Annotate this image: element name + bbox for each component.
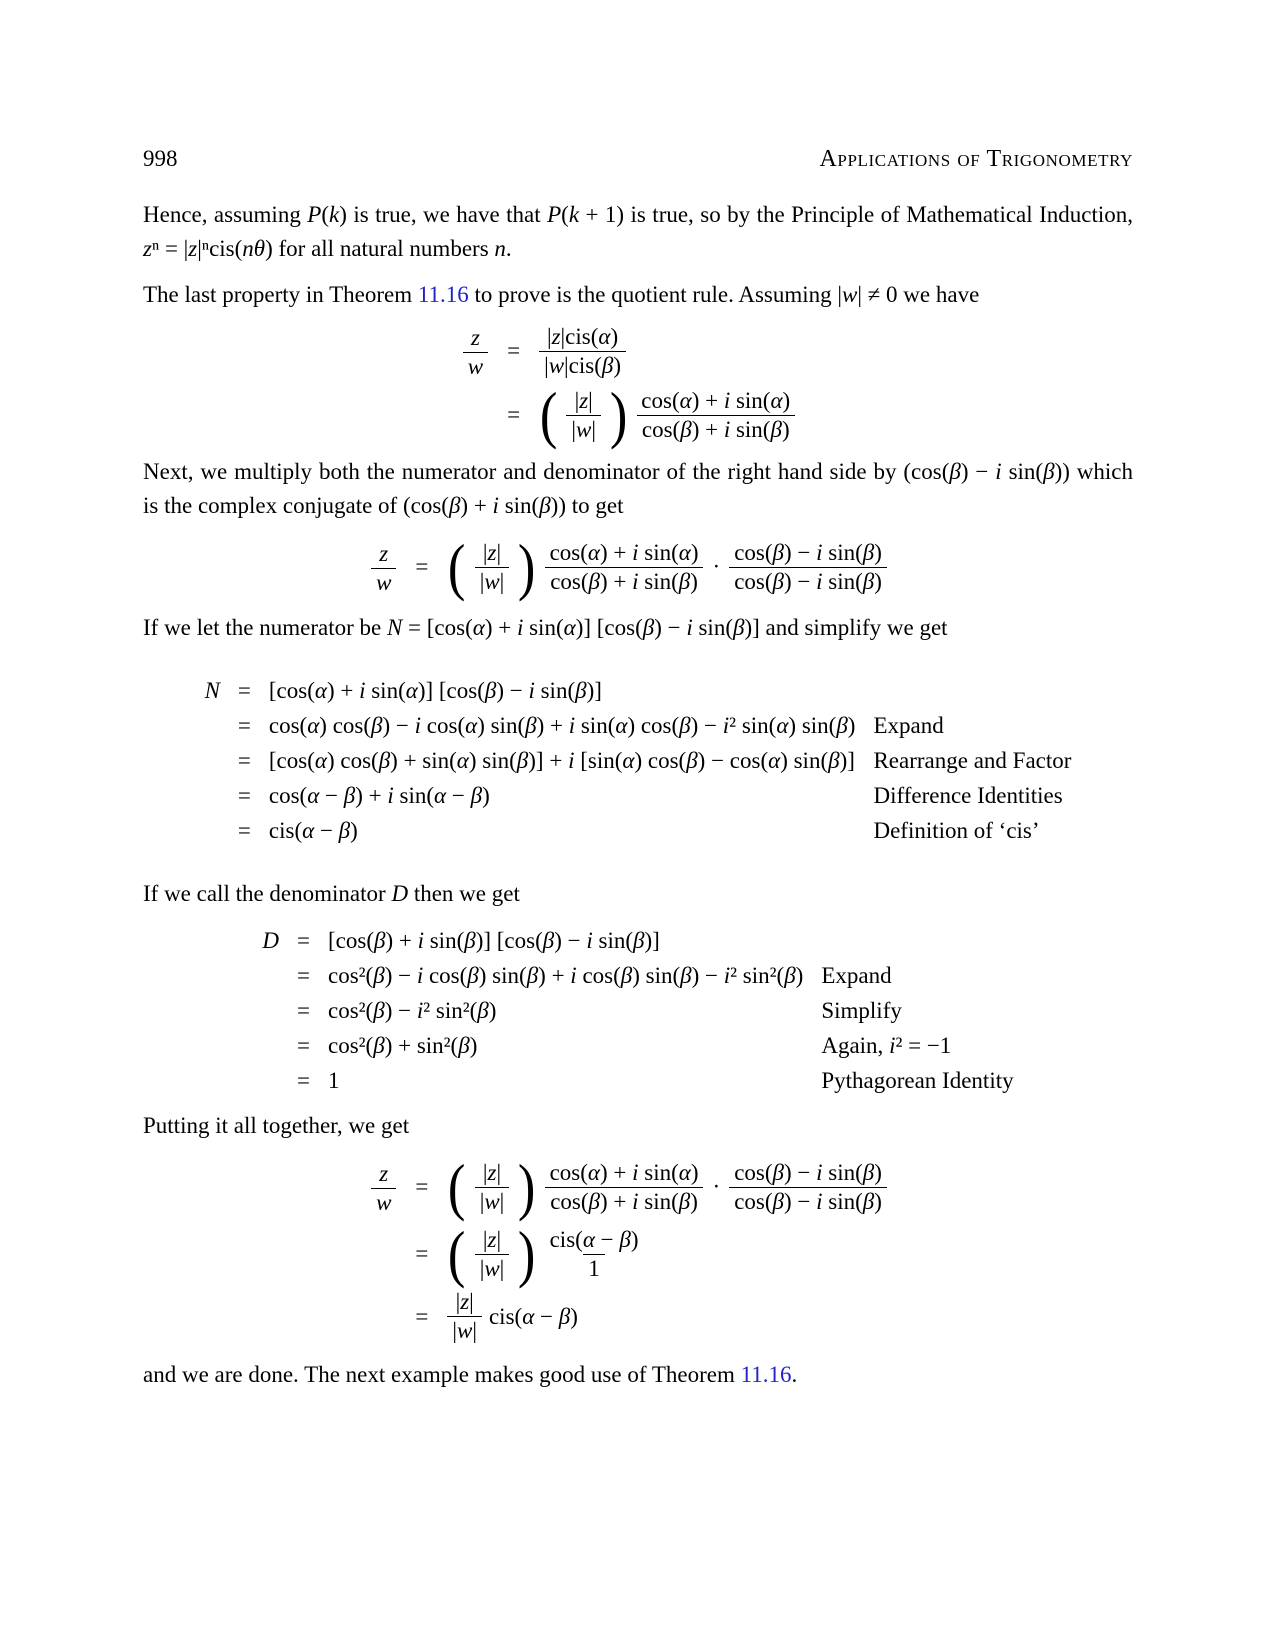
equation-note: Expand — [821, 963, 892, 988]
equation-rhs — [538, 324, 796, 379]
left-paren-icon: ( — [448, 1218, 466, 1289]
multiplication-dot-icon: · — [712, 1174, 721, 1199]
math-variable: i — [816, 1188, 823, 1214]
math-variable: α — [314, 748, 327, 773]
math-variable: i — [528, 678, 535, 703]
equation-lhs — [370, 1158, 397, 1216]
math-tokens: [cos(α) + i sin(α)] [cos(β) − i sin(β)] — [268, 678, 602, 703]
math-variable: α — [615, 713, 628, 738]
math-variable: β — [680, 416, 692, 442]
equals-sign: = — [237, 748, 251, 773]
math-tokens: cos(α − β) + i sin(α − β) — [268, 783, 490, 808]
fraction — [729, 540, 887, 595]
math-variable: i — [816, 1159, 823, 1185]
math-variable: i — [568, 748, 575, 773]
paragraph-numerator: If we let the numerator be N = [cos(α) + i sin(α)] [cos(β) − i sin(β)] and simplify we get — [143, 615, 948, 640]
math-variable: i — [570, 963, 577, 988]
math-variable: w — [484, 568, 500, 594]
math-variable: α — [465, 713, 478, 738]
math-variable: β — [371, 713, 383, 738]
math-tokens: cos²(β) − i² sin²(β) — [328, 998, 497, 1023]
math-variable: i — [416, 998, 424, 1023]
math-variable: α — [587, 1159, 600, 1185]
fraction — [463, 325, 488, 380]
equation-note: Pythagorean Identity — [821, 1068, 1014, 1093]
math-variable: i — [995, 459, 1002, 484]
equals-sign: = — [415, 554, 429, 579]
math-variable: N — [204, 678, 220, 703]
equation-rhs — [538, 379, 796, 450]
equation-grid — [370, 1151, 906, 1344]
math-variable: i — [359, 678, 366, 703]
fraction-denominator: |w| — [475, 1187, 510, 1215]
equation-grid — [462, 322, 814, 450]
math-variable: β — [558, 1303, 571, 1329]
right-paren-icon: ) — [609, 379, 628, 450]
fraction — [636, 388, 795, 443]
fraction-denominator: cos(β) + i sin(β) — [637, 415, 795, 443]
paragraph-induction: Hence, assuming P(k) is true, we have that P(k + 1) is true, so by the Principle of Mathematical Induction, zⁿ = |z|ⁿcis(nθ) for all natural numbers n. — [143, 202, 1133, 261]
equation-note: Rearrange and Factor — [873, 748, 1072, 773]
fraction — [371, 541, 396, 596]
math-variable: β — [784, 963, 796, 988]
math-variable: i — [632, 568, 639, 594]
math-variable: β — [484, 678, 497, 703]
math-variable: z — [379, 541, 389, 566]
fraction-numerator: cos(α) + i sin(α) — [641, 387, 791, 413]
math-variable: β — [642, 615, 655, 640]
math-tokens: cis(α − β) — [268, 818, 358, 843]
fraction-numerator: cos(β) − i sin(β) — [734, 539, 882, 565]
math-variable: β — [828, 748, 840, 773]
display-equation-numerator — [143, 675, 1133, 847]
fraction — [545, 540, 704, 595]
math-variable: β — [620, 963, 633, 988]
equals-sign: = — [415, 1174, 429, 1199]
math-variable: β — [836, 713, 848, 738]
math-variable: β — [575, 678, 587, 703]
math-variable: β — [619, 1226, 631, 1252]
equation-rhs — [446, 1218, 888, 1289]
math-variable: i — [632, 539, 639, 565]
fraction — [475, 540, 510, 595]
math-variable: i — [417, 928, 424, 953]
math-variable: z — [470, 325, 480, 350]
math-variable: z — [487, 1159, 497, 1185]
math-variable: z — [579, 387, 589, 413]
equation-rhs — [269, 745, 856, 777]
paragraph-conjugate: Next, we multiply both the numerator and denominator of the right hand side by (cos(β) − i sin(β)) which is the complex conjugate of (cos(β) + i sin(β)) to get — [143, 459, 1133, 518]
math-variable: β — [458, 1033, 470, 1058]
fraction — [539, 324, 626, 379]
paragraph-done: and we are done. The next example makes good use of Theorem 11.16. — [143, 1362, 798, 1387]
right-paren-icon: ) — [518, 531, 536, 602]
math-variable: β — [378, 748, 391, 773]
math-variable: β — [539, 493, 551, 518]
math-variable: β — [542, 928, 555, 953]
math-variable: i — [723, 387, 731, 413]
math-variable: α — [598, 323, 611, 349]
math-variable: i — [686, 615, 693, 640]
fraction — [545, 1227, 644, 1282]
math-variable: β — [862, 539, 875, 565]
math-variable: N — [386, 615, 403, 640]
equation-note: Simplify — [821, 998, 902, 1023]
math-variable: i — [516, 615, 524, 640]
equals-sign: = — [297, 998, 310, 1023]
fraction-numerator: cos(α) + i sin(α) — [549, 1159, 699, 1185]
equation-rhs — [328, 1030, 803, 1062]
math-variable: β — [343, 783, 356, 808]
math-variable: w — [484, 1188, 500, 1214]
math-variable: i — [632, 1159, 639, 1185]
math-variable: w — [548, 352, 565, 378]
math-variable: z — [379, 1161, 389, 1186]
math-variable: β — [772, 539, 784, 565]
math-variable: k — [329, 202, 340, 227]
fraction-numerator: cis(α − β) — [549, 1226, 639, 1252]
math-variable: i — [416, 963, 424, 988]
math-variable: i — [492, 493, 499, 518]
fraction — [447, 1289, 482, 1344]
equation-grid — [262, 925, 1013, 1097]
math-variable: i — [889, 1033, 896, 1058]
math-variable: β — [467, 963, 479, 988]
math-variable: β — [373, 928, 386, 953]
math-variable: β — [373, 963, 385, 988]
math-variable: i — [586, 928, 593, 953]
math-tokens: 1 — [328, 1068, 340, 1093]
fraction-denominator: |w| — [566, 415, 601, 443]
math-tokens: [cos(α) cos(β) + sin(α) sin(β)] + i [sin(α) cos(β) − cos(α) sin(β)] — [268, 748, 855, 773]
equals-sign: = — [297, 1068, 310, 1093]
equals-sign: = — [237, 818, 251, 843]
math-variable: i — [816, 539, 823, 565]
math-variable: α — [622, 748, 635, 773]
math-variable: α — [768, 748, 781, 773]
equation-rhs — [269, 710, 856, 742]
math-variable: i — [723, 963, 731, 988]
equation-rhs — [328, 995, 803, 1027]
math-variable: β — [678, 1188, 691, 1214]
fraction — [566, 388, 601, 443]
fraction-numerator: cos(α) + i sin(α) — [549, 539, 699, 565]
fraction-denominator: cos(β) + i sin(β) — [545, 567, 703, 595]
math-variable: i — [632, 1188, 639, 1214]
fraction-numerator — [374, 541, 393, 568]
math-variable: β — [448, 493, 461, 518]
fraction-denominator: |w| — [475, 567, 510, 595]
page-number: 998 — [143, 146, 178, 171]
fraction — [371, 1161, 396, 1216]
math-variable: β — [373, 1033, 385, 1058]
equals-sign: = — [297, 1033, 310, 1058]
math-variable: w — [467, 354, 484, 379]
math-variable: α — [563, 615, 576, 640]
math-variable: α — [678, 539, 691, 565]
math-variable: β — [862, 1188, 875, 1214]
math-variable: β — [464, 928, 476, 953]
math-variable: β — [338, 818, 351, 843]
math-variable: w — [376, 1190, 392, 1215]
math-variable: β — [678, 568, 691, 594]
fraction-denominator: 1 — [583, 1254, 605, 1282]
fraction-numerator: |z|cis(α) — [546, 323, 619, 349]
paragraph-last-property: The last property in Theorem 11.16 to prove is the quotient rule. Assuming |w| ≠ 0 we have — [143, 282, 980, 307]
math-variable: i — [414, 713, 422, 738]
math-variable: w — [376, 570, 392, 595]
math-variable: α — [434, 783, 447, 808]
page-header — [143, 144, 1133, 174]
math-variable: D — [262, 928, 280, 953]
math-variable: β — [679, 713, 691, 738]
math-variable: β — [680, 963, 692, 988]
math-variable: β — [526, 963, 539, 988]
fraction-numerator — [374, 1161, 393, 1188]
math-variable: z — [143, 236, 152, 261]
fraction-numerator: |z| — [482, 539, 502, 565]
fraction-numerator: |z| — [482, 1159, 502, 1185]
math-tokens: [cos(β) + i sin(β)] [cos(β) − i sin(β)] — [328, 928, 660, 953]
math-variable: α — [307, 783, 320, 808]
left-paren-icon: ( — [540, 379, 558, 450]
math-variable: w — [576, 416, 592, 442]
math-variable: β — [732, 615, 745, 640]
math-variable: k — [568, 202, 580, 227]
math-variable: w — [484, 1255, 500, 1281]
math-variable: α — [314, 678, 327, 703]
equals-sign: = — [507, 338, 521, 363]
fraction — [729, 1160, 887, 1215]
equals-sign: = — [415, 1303, 429, 1329]
equation-rhs — [446, 1289, 888, 1344]
math-variable: β — [686, 748, 698, 773]
equals-sign: = — [297, 963, 310, 988]
math-variable: β — [862, 568, 875, 594]
math-variable: β — [862, 1159, 875, 1185]
math-variable: α — [522, 1303, 535, 1329]
running-header-title: Applications of Trigonometry — [819, 146, 1133, 172]
math-variable: α — [405, 678, 418, 703]
math-variable: α — [302, 818, 315, 843]
math-variable: z — [460, 1289, 470, 1314]
math-variable: β — [588, 568, 600, 594]
equation-rhs — [328, 1065, 803, 1097]
paragraph-together: Putting it all together, we get — [143, 1113, 410, 1138]
display-equation-denominator — [143, 925, 1133, 1097]
equals-sign: = — [237, 783, 251, 808]
math-tokens: cos(α) cos(β) − i cos(α) sin(β) + i sin(α) cos(β) − i² sin(α) sin(β) — [268, 713, 856, 738]
equation-lhs — [370, 538, 397, 596]
math-variable: i — [387, 783, 394, 808]
fraction-numerator — [466, 325, 485, 352]
math-variable: z — [551, 323, 561, 349]
math-variable: w — [841, 282, 858, 307]
equation-note: Definition of ‘cis’ — [873, 818, 1040, 843]
math-variable: α — [582, 1226, 595, 1252]
math-variable: w — [457, 1318, 473, 1343]
math-variable: i — [722, 713, 730, 738]
fraction — [475, 1160, 510, 1215]
display-equation-conjugate-multiply — [143, 531, 1133, 602]
equation-note: Expand — [873, 713, 944, 738]
equation-rhs — [269, 815, 856, 847]
right-paren-icon: ) — [518, 1218, 536, 1289]
math-variable: n — [494, 236, 506, 261]
math-variable: β — [373, 998, 385, 1023]
math-variable: α — [307, 713, 320, 738]
math-variable: β — [1043, 459, 1055, 484]
math-variable: z — [188, 236, 198, 261]
equation-rhs — [328, 960, 803, 992]
theorem-link[interactable]: 11.16 — [740, 1362, 792, 1387]
fraction-numerator: |z| — [482, 1226, 502, 1252]
theorem-link[interactable]: 11.16 — [417, 282, 469, 307]
fraction-denominator: |w|cis(β) — [539, 351, 626, 379]
math-variable: nθ — [242, 236, 266, 261]
math-variable: α — [472, 615, 485, 640]
equation-note: Difference Identities — [873, 783, 1063, 808]
math-variable: i — [723, 416, 731, 442]
left-paren-icon: ( — [448, 531, 466, 602]
equation-rhs — [446, 531, 888, 602]
math-variable: β — [633, 928, 645, 953]
display-equation-final — [143, 1151, 1133, 1344]
math-variable: α — [587, 539, 600, 565]
fraction-denominator: |w| — [447, 1316, 482, 1344]
math-variable: i — [816, 568, 823, 594]
math-variable: β — [772, 1188, 784, 1214]
equation-rhs — [446, 1151, 888, 1222]
math-variable: α — [678, 1159, 691, 1185]
fraction-denominator: cos(β) + i sin(β) — [545, 1187, 703, 1215]
math-variable: β — [770, 416, 782, 442]
right-paren-icon: ) — [518, 1151, 536, 1222]
math-variable: β — [516, 748, 529, 773]
equation-rhs — [269, 780, 856, 812]
fraction — [475, 1227, 510, 1282]
fraction-denominator: |w| — [475, 1254, 510, 1282]
math-tokens: cis(α − β) — [488, 1303, 578, 1329]
equals-sign: = — [415, 1241, 429, 1266]
fraction-denominator — [371, 1188, 396, 1216]
math-variable: P — [307, 202, 322, 227]
math-tokens — [205, 678, 220, 703]
display-equation-quotient-setup — [143, 322, 1133, 450]
equals-sign: = — [237, 678, 251, 703]
math-variable: β — [949, 459, 961, 484]
multiplication-dot-icon: · — [712, 554, 721, 579]
fraction-denominator — [463, 352, 488, 380]
math-variable: β — [601, 352, 614, 378]
fraction-numerator: cos(β) − i sin(β) — [734, 1159, 882, 1185]
math-tokens: cos²(β) + sin²(β) — [328, 1033, 478, 1058]
math-tokens — [262, 928, 279, 953]
fraction — [545, 1160, 704, 1215]
math-variable: α — [770, 387, 783, 413]
fraction-denominator — [371, 568, 396, 596]
math-variable: β — [525, 713, 537, 738]
math-variable: β — [772, 568, 784, 594]
math-variable: α — [776, 713, 789, 738]
equation-lhs — [205, 675, 220, 707]
math-variable: D — [391, 881, 409, 906]
math-variable: P — [547, 202, 562, 227]
fraction-numerator: |z| — [574, 387, 593, 413]
fraction-denominator: cos(β) − i sin(β) — [729, 567, 887, 595]
math-tokens: cos²(β) − i cos(β) sin(β) + i cos(β) sin(β) − i² sin²(β) — [328, 963, 804, 988]
math-variable: z — [487, 539, 497, 565]
math-variable: β — [470, 783, 483, 808]
math-variable: z — [487, 1226, 497, 1252]
equation-rhs — [269, 675, 856, 707]
equation-rhs — [328, 925, 803, 957]
math-variable: α — [679, 387, 692, 413]
equation-grid — [370, 531, 906, 602]
left-paren-icon: ( — [448, 1151, 466, 1222]
paragraph-denominator: If we call the denominator D then we get — [143, 881, 520, 906]
math-variable: β — [772, 1159, 784, 1185]
equals-sign: = — [297, 928, 310, 953]
math-variable: β — [477, 998, 489, 1023]
equation-lhs — [462, 322, 489, 380]
fraction-numerator: |z| — [455, 1289, 474, 1314]
fraction-denominator: cos(β) − i sin(β) — [729, 1187, 887, 1215]
math-variable: α — [456, 748, 469, 773]
equals-sign: = — [237, 713, 251, 738]
math-variable: β — [588, 1188, 600, 1214]
equation-lhs — [262, 925, 279, 957]
equation-note: Again, i² = −1 — [821, 1033, 952, 1058]
equation-grid — [205, 675, 1072, 847]
math-variable: i — [568, 713, 576, 738]
equals-sign: = — [507, 402, 521, 427]
